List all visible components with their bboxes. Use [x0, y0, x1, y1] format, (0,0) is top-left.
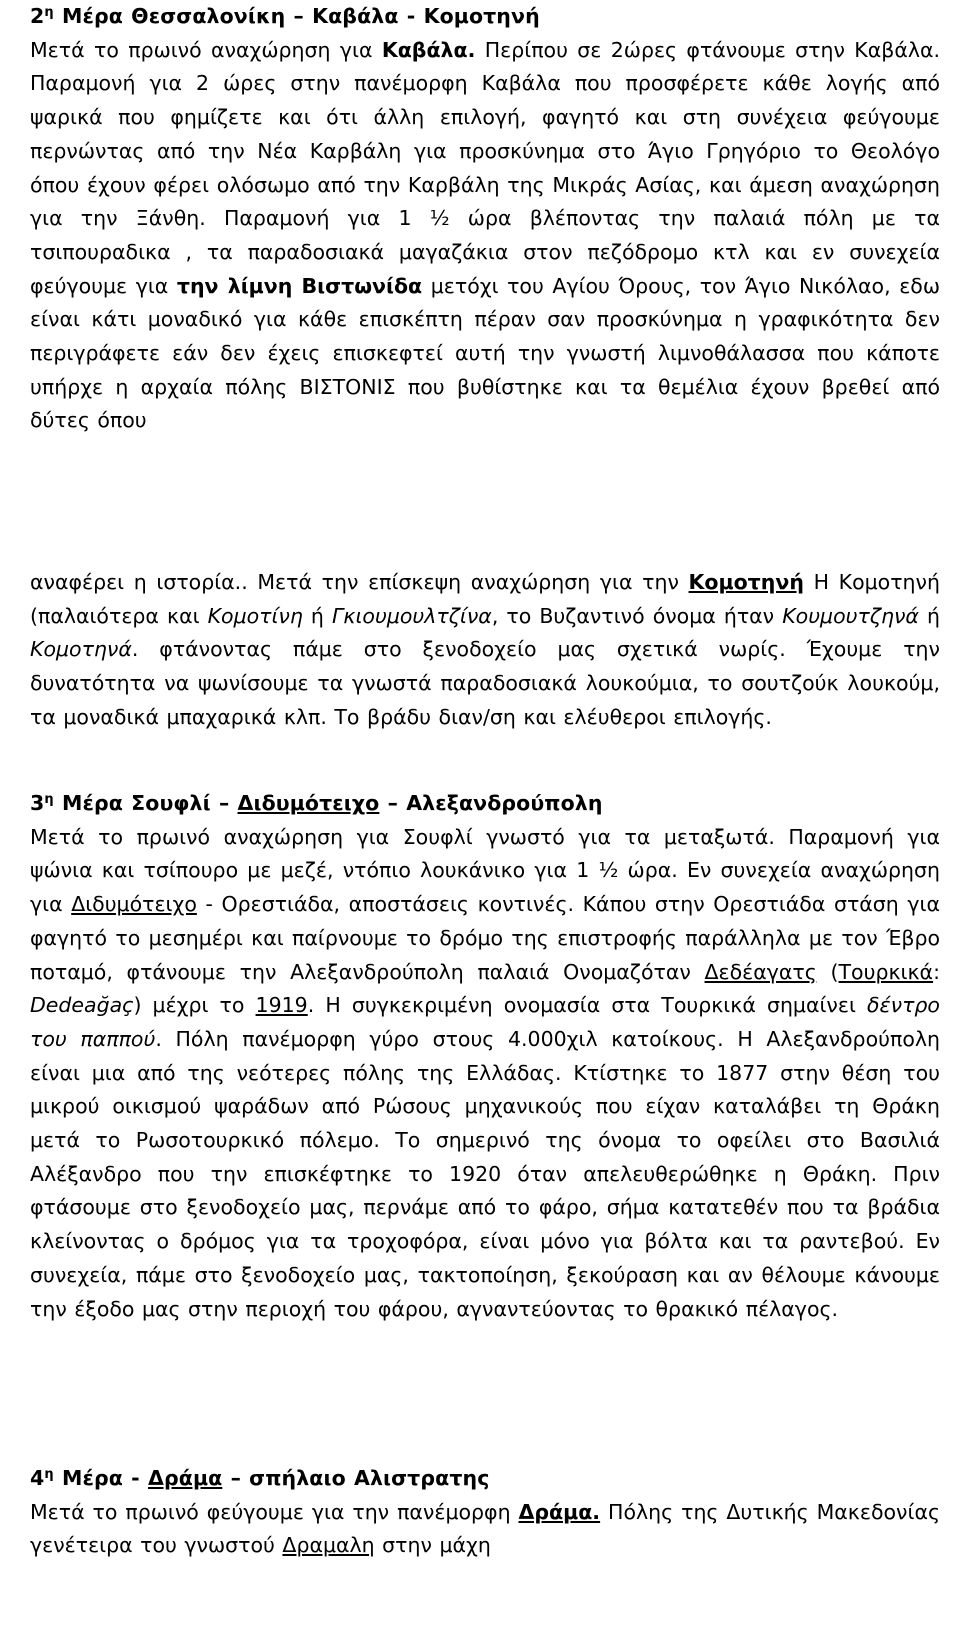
- day3-section: [30, 787, 940, 1326]
- day2-heading: $2^\eta$ Μέρα Θεσσαλονίκη – Καβάλα - Κομοτηνή: [30, 4, 540, 28]
- day2-paragraph-1: Μετά το πρωινό αναχώρηση για Καβάλα. Περίπου σε 2ώρες φτάνουμε στην Καβάλα. Παραμονή για 2 ώρες στην πανέμορφη Καβάλα που προσφέρετε κάθε λογής από ψαρικά που φημίζετε και ότι άλλη επιλογή, φαγητό και στη συνέχεια φεύγουμε περνώντας από την Νέα Καρβάλη για προσκύνημα στο Άγιο Γρηγόριο το Θεολόγο όπου έχουν φέρει ολόσωμο από την Καρβάλη της Μικράς Ασίας, και άμεση αναχώρηση για την Ξάνθη. Παραμονή για 1 ½ ώρα βλέποντας την παλαιά πόλη με τα τσιπουραδικα , τα παραδοσιακά μαγαζάκια στον πεζόδρομο κτλ και εν συνεχεία φεύγουμε για την λίμνη Βιστωνίδα μετόχι του Αγίου Όρους, τον Άγιο Νικόλαο, εδω είναι κάτι μοναδικό για κάθε επισκέπτη πέραν σαν προσκύνημα η γραφικότητα δεν περιγράφετε εάν δεν έχεις επισκεφτεί αυτή την γνωστή λιμνοθάλασσα που κάποτε υπήρχε η αρχαία πόλης ΒΙΣΤΟΝΙΣ που βυθίστηκε και τα θεμέλια έχουν βρεθεί από δύτες όπου: [30, 37, 940, 433]
- day4-paragraph: Μετά το πρωινό φεύγουμε για την πανέμορφη Δράμα. Πόλης της Δυτικής Μακεδονίας γενέτειρα του γνωστού Δραμαλη στην μάχη: [30, 1499, 940, 1558]
- day2-section: [30, 0, 940, 438]
- day4-heading: $4^\eta$ Μέρα - Δράμα – σπήλαιο Αλιστρατης: [30, 1466, 490, 1490]
- day4-section: [30, 1462, 940, 1563]
- day3-heading: $3^\eta$ Μέρα Σουφλί – Διδυμότειχο – Αλεξανδρούπολη: [30, 791, 603, 815]
- day2-section-continued: [30, 566, 940, 735]
- day2-paragraph-2: αναφέρει η ιστορία.. Μετά την επίσκεψη αναχώρηση για την Κομοτηνή Η Κομοτηνή (παλαιότερα και Κομοτίνη ή Γκιουμουλτζίνα, το Βυζαντινό όνομα ήταν Κουμουτζηνά ή Κομοτηνά. φτάνοντας πάμε στο ξενοδοχείο μας σχετικά νωρίς. Έχουμε την δυνατότητα να ψωνίσουμε τα γνωστά παραδοσιακά λουκούμια, το σουτζούκ λουκούμ, τα μοναδικά μπαχαρικά κλπ. Το βράδυ διαν/ση και ελέυθεροι επιλογής.: [30, 570, 941, 729]
- day3-paragraph: Μετά το πρωινό αναχώρηση για Σουφλί γνωστό για τα μεταξωτά. Παραμονή για ψώνια και τσίπουρο με μεζέ, ντόπιο λουκάνικο για 1 ½ ώρα. Εν συνεχεία αναχώρηση για Διδυμότειχο - Ορεστιάδα, αποστάσεις κοντινές. Κάπου στην Ορεστιάδα στάση για φαγητό το μεσημέρι και παίρνουμε το δρόμο της επιστροφής παράλληλα με τον Έβρο ποταμό, φτάνουμε την Αλεξανδρούπολη παλαιά Ονομαζόταν Δεδέαγατς (Τουρκικά: Dedeağaç) μέχρι το 1919. Η συγκεκριμένη ονομασία στα Τουρκικά σημαίνει δέντρο του παππού. Πόλη πανέμορφη γύρο στους 4.000χιλ κατοίκους. Η Αλεξανδρούπολη είναι μια από της νεότερες πόλης της Ελλάδας. Κτίστηκε το 1877 στην θέση του μικρού οικισμού ψαράδων από Ρώσους μηχανικούς που είχαν καταλάβει τη Θράκη μετά το Ρωσοτουρκικό πόλεμο. Το σημερινό της όνομα το οφείλει στο Βασιλιά Αλέξανδρο που την επισκέφτηκε το 1920 όταν απελευθερώθηκε η Θράκη. Πριν φτάσουμε στο ξενοδοχείο μας, περνάμε από το φάρο, σήμα κατατεθέν που τα βράδια κλείνοντας ο δρόμος για τα τροχοφόρα, είναι μόνο για βόλτα και τα ραντεβού. Εν συνεχεία, πάμε στο ξενοδοχείο μας, τακτοποίηση, ξεκούραση και αν θέλουμε κάνουμε την έξοδο μας στην περιοχή του φάρου, αγναντεύοντας το θρακικό πέλαγος.: [30, 824, 940, 1321]
